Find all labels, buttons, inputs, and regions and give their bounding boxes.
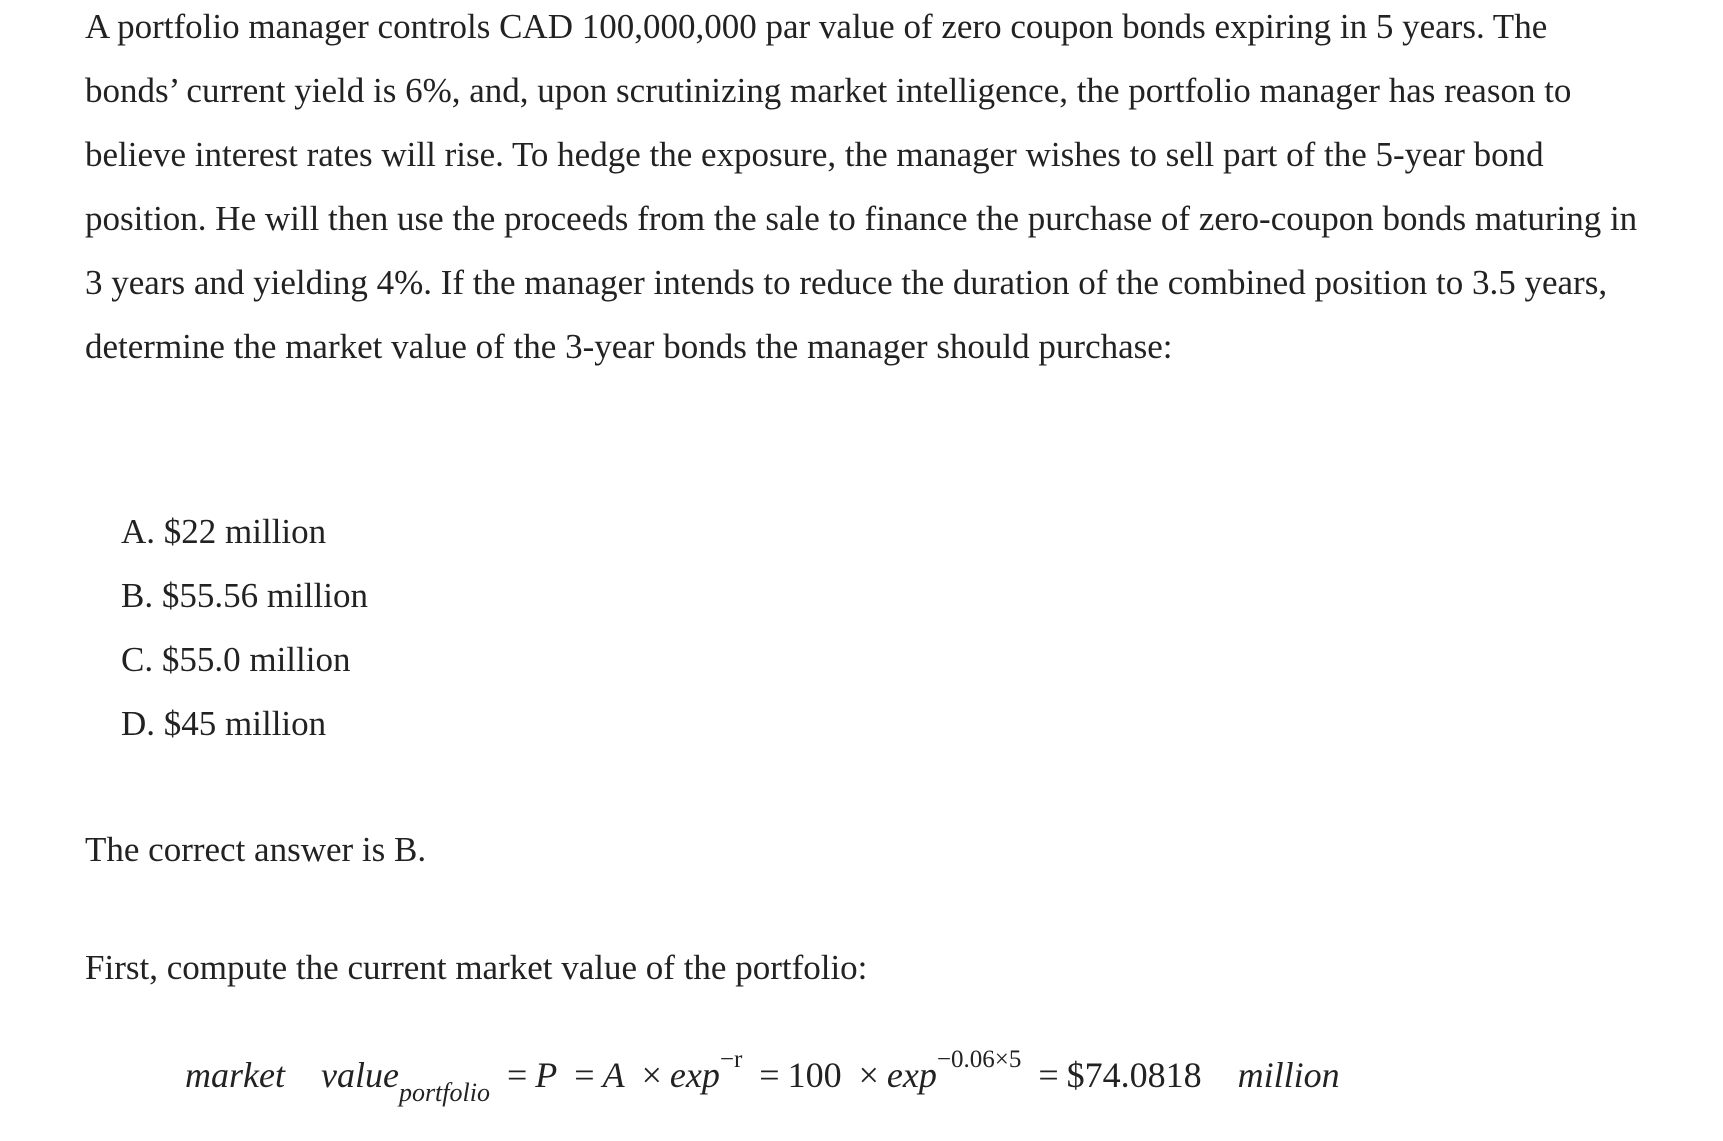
formula-word-value: value xyxy=(320,1055,399,1095)
answer-options xyxy=(121,500,368,756)
option-c: C. $55.0 million xyxy=(121,640,351,679)
question-text: A portfolio manager controls CAD 100,000,000 par value of zero coupon bonds expiring in 5 years. The bonds’ current yield is 6%, and, upon scrutinizing market intelligence, the portfolio manager has reason to believe interest rates will rise. To hedge the exposure, the manager wishes to sell part of the 5-year bond position. He will then use the proceeds from the sale to finance the purchase of zero-coupon bonds maturing in 3 years and yielding 4%. If the manager intends to reduce the duration of the combined position to 3.5 years, determine the market value of the 3-year bonds the manager should purchase: xyxy=(85,7,1638,366)
option-a: A. $22 million xyxy=(121,512,327,551)
formula-word-market: market xyxy=(185,1055,285,1095)
formula-equals-2: = xyxy=(574,1055,595,1095)
option-d: D. $45 million xyxy=(121,704,327,743)
option-b: B. $55.56 million xyxy=(121,576,368,615)
formula-times-2: × xyxy=(858,1055,879,1095)
formula-result: $74.0818 xyxy=(1066,1055,1202,1095)
formula-p: P xyxy=(535,1055,558,1095)
formula-exponent-1: −r xyxy=(719,1046,743,1073)
formula-equals-3: = xyxy=(759,1055,780,1095)
formula-subscript: portfolio xyxy=(398,1078,490,1107)
formula-exponent-2: −0.06×5 xyxy=(936,1046,1022,1073)
formula-times-1: × xyxy=(641,1055,662,1095)
formula-a: A xyxy=(602,1055,625,1095)
formula-equals-4: = xyxy=(1038,1055,1059,1095)
market-value-formula xyxy=(185,1040,1340,1115)
formula-exp-1: exp xyxy=(669,1055,720,1095)
formula-exp-2: exp xyxy=(886,1055,937,1095)
formula-hundred: 100 xyxy=(787,1055,842,1095)
formula-unit: million xyxy=(1237,1055,1340,1095)
explanation-intro: First, compute the current market value of the portfolio: xyxy=(85,948,868,987)
correct-answer: The correct answer is B. xyxy=(85,830,427,869)
formula-equals-1: = xyxy=(506,1055,528,1095)
